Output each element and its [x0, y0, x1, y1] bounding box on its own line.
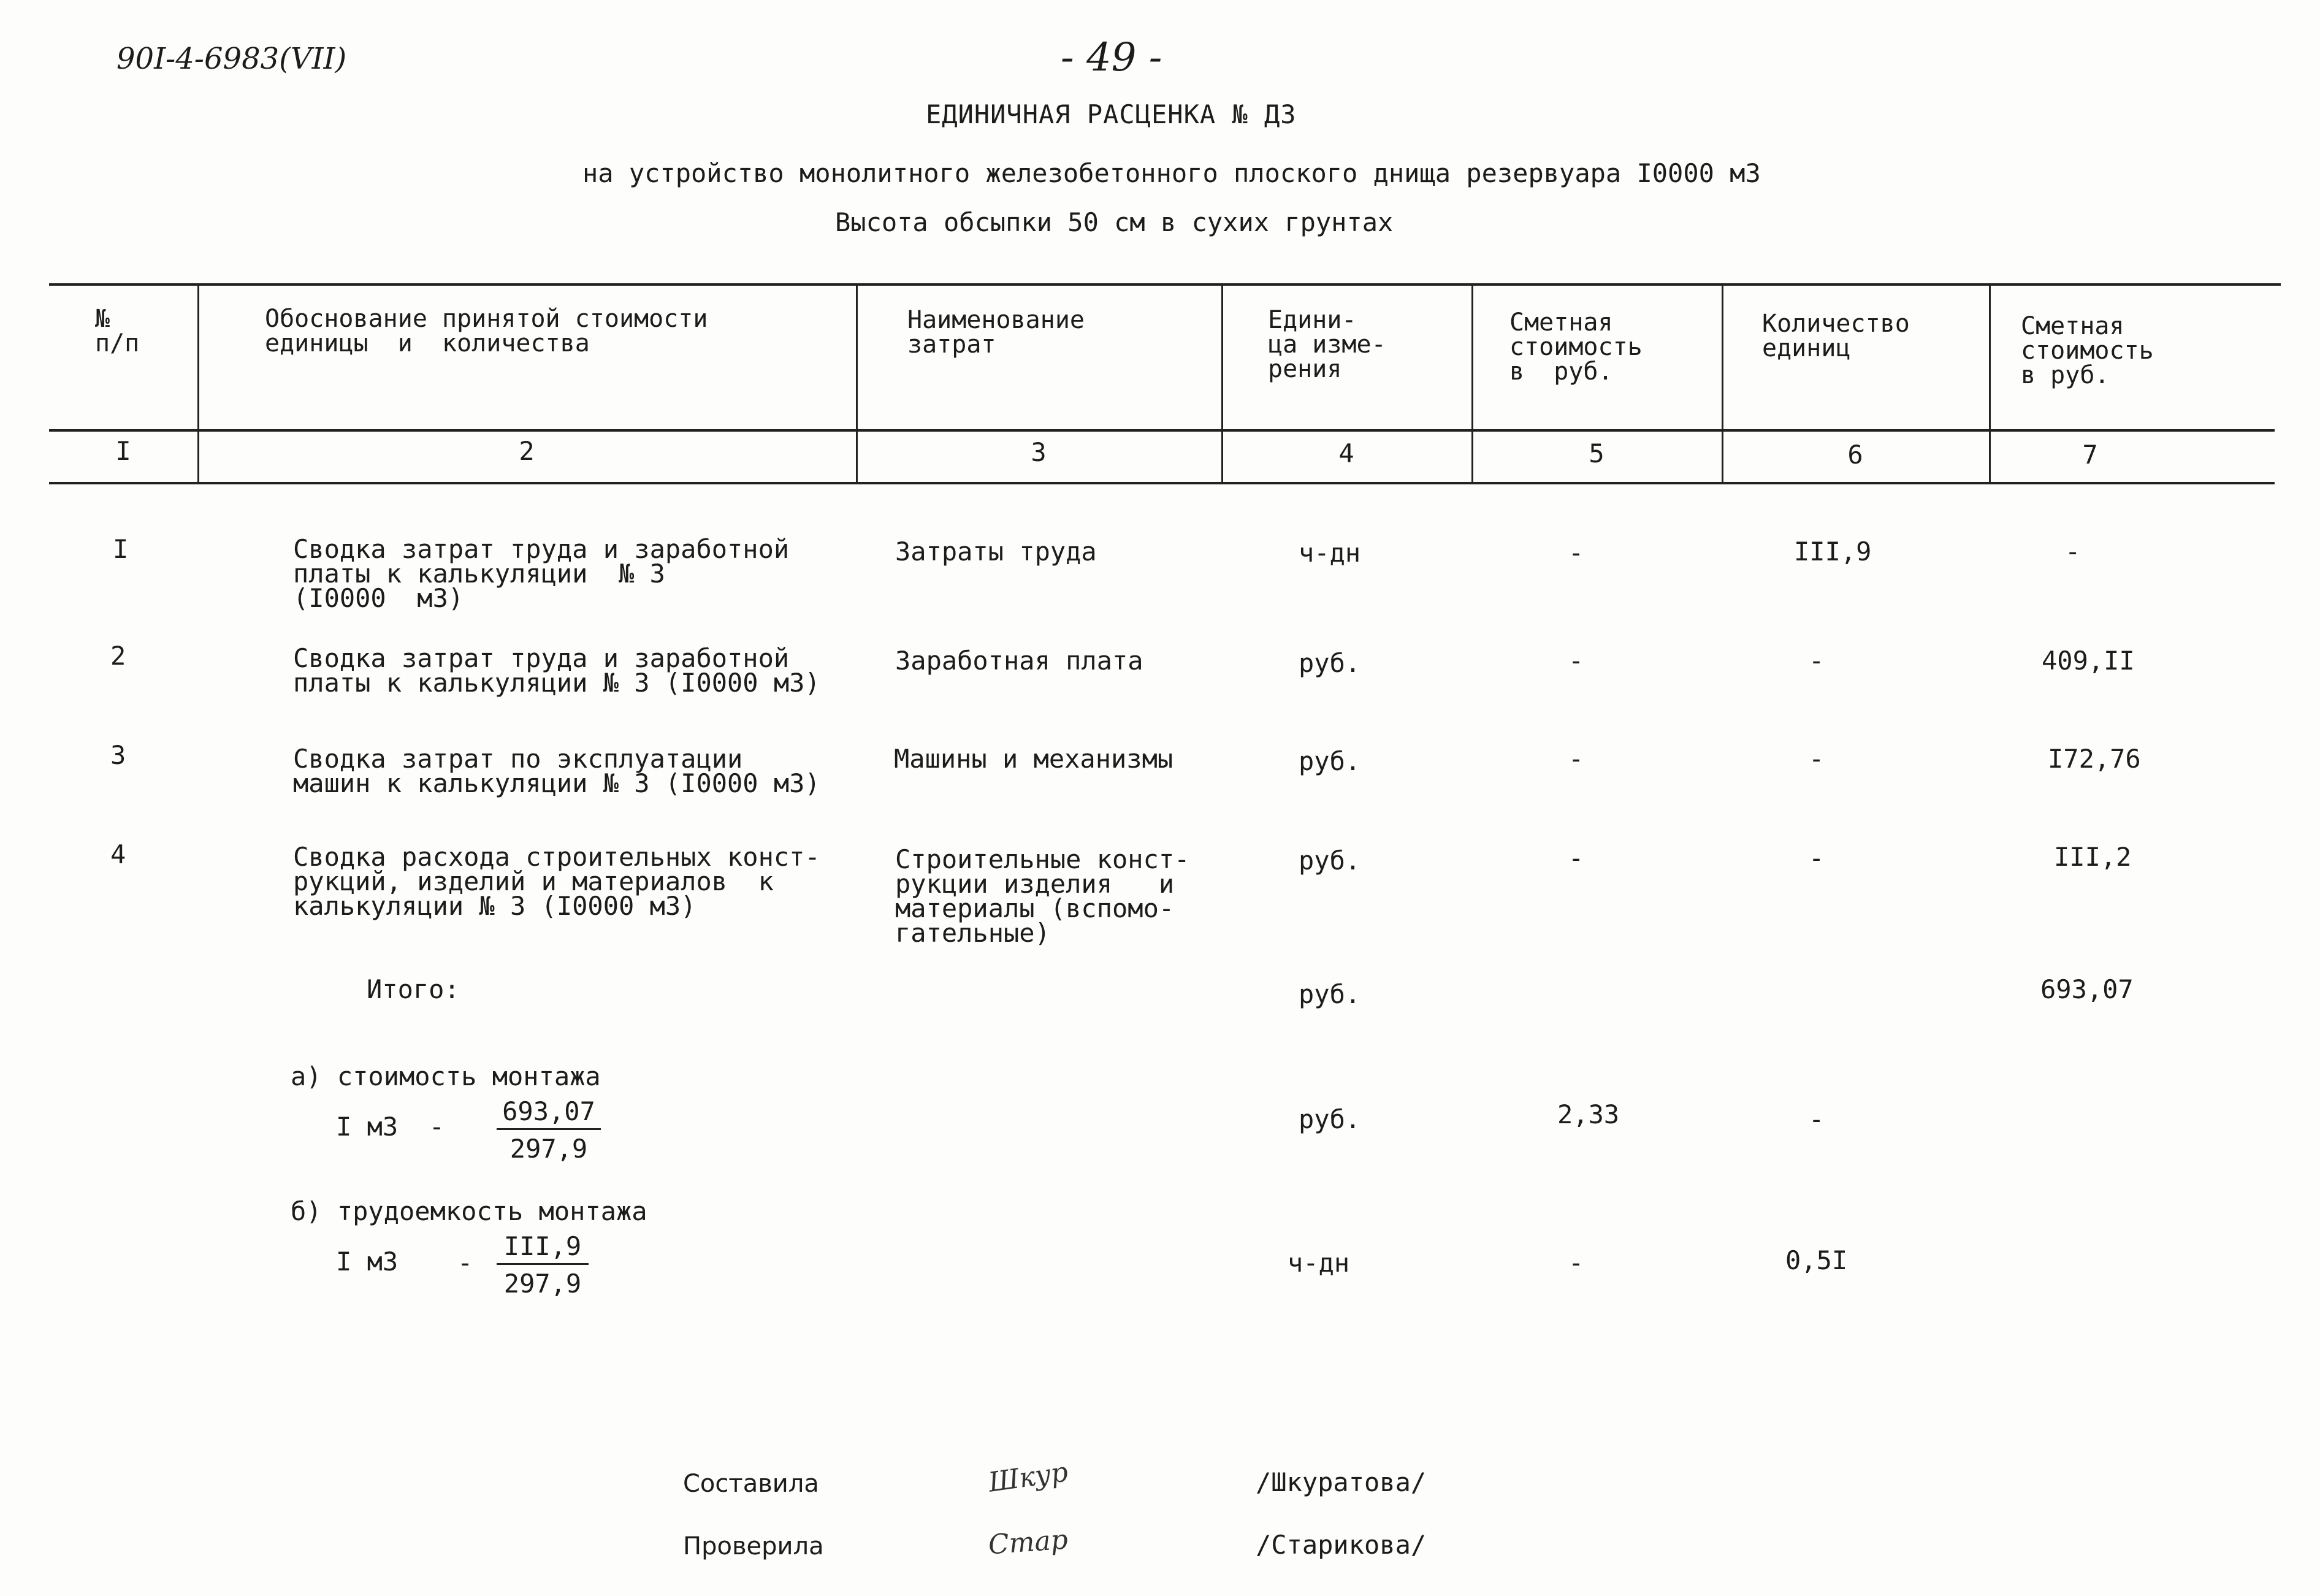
column-header-number: № п/п [95, 305, 140, 357]
total-value: 693,07 [2040, 974, 2134, 1004]
row-quantity: - [1809, 843, 1825, 873]
document-subtitle: на устройство монолитного железобетонного плоского днища резервуара I0000 м3 [582, 158, 1761, 188]
row-cost-name: Машины и механизмы [894, 744, 1173, 774]
compiled-by-label: Составила [683, 1470, 819, 1498]
mounting-cost-prefix: I м3 - [336, 1112, 445, 1142]
column-header-quantity: Количество единиц [1762, 310, 1910, 362]
row-total: 409,II [2042, 646, 2135, 676]
labor-intensity-label: б) трудоемкость монтажа [291, 1196, 647, 1226]
row-total: I72,76 [2048, 744, 2141, 774]
row-quantity: - [1809, 646, 1825, 676]
row-basis: Сводка затрат по эксплуатации машин к калькуляции № 3 (I0000 м3) [293, 744, 820, 798]
row-basis: Сводка затрат труда и заработной платы к калькуляции № 3 (I0000 м3) [293, 534, 790, 613]
fraction-numerator: III,9 [497, 1234, 589, 1265]
row-basis: Сводка затрат труда и заработной платы к калькуляции № 3 (I0000 м3) [293, 643, 820, 698]
total-unit: руб. [1299, 979, 1361, 1009]
row-number: 3 [110, 740, 126, 770]
row-cost-name: Строительные конст- рукции изделия и материалы (вспомо- гательные) [895, 844, 1190, 948]
column-header-basis: Обоснование принятой стоимости единицы и количества [265, 305, 708, 357]
row-unit: руб. [1299, 846, 1361, 876]
fraction-numerator: 693,07 [497, 1099, 601, 1130]
column-number: 6 [1847, 440, 1863, 470]
column-number: 3 [1031, 437, 1047, 467]
row-number: 2 [110, 641, 126, 671]
row-basis: Сводка расхода строительных конст- рукций, изделий и материалов к калькуляции № 3 (I0000 м3) [293, 842, 820, 921]
column-header-cost: Сметная стоимость в руб. [1509, 308, 1643, 386]
row-cost: - [1568, 538, 1584, 568]
mounting-cost-label: а) стоимость монтажа [291, 1061, 601, 1091]
document-code: 90I-4-6983(VII) [116, 42, 347, 76]
labor-intensity-quantity: 0,5I [1785, 1245, 1848, 1275]
column-header-name: Наименование затрат [907, 306, 1085, 359]
row-cost: - [1568, 646, 1584, 676]
mounting-cost-unit: руб. [1299, 1104, 1361, 1134]
document-title: ЕДИНИЧНАЯ РАСЦЕНКА № ДЗ [926, 99, 1297, 129]
table-top-rule [49, 283, 2281, 286]
mounting-cost-quantity: - [1809, 1104, 1825, 1134]
compiled-signature: Шкур [986, 1456, 1070, 1499]
row-quantity: III,9 [1794, 536, 1872, 567]
labor-intensity-dash: - [457, 1248, 473, 1278]
column-number: I [115, 436, 131, 466]
row-unit: руб. [1299, 648, 1361, 678]
fraction-denominator: 297,9 [503, 1269, 582, 1299]
labor-intensity-cost: - [1568, 1248, 1584, 1278]
mounting-cost-fraction [497, 1096, 601, 1164]
row-quantity: - [1809, 744, 1825, 774]
compiled-by-name: /Шкуратова/ [1256, 1467, 1427, 1497]
checked-by-name: /Старикова/ [1256, 1530, 1427, 1560]
total-label: Итого: [367, 974, 460, 1004]
row-unit: ч-дн [1299, 538, 1361, 568]
column-number: 5 [1589, 438, 1605, 468]
column-number: 4 [1338, 438, 1354, 468]
checked-by-label: Проверила [683, 1532, 824, 1560]
row-cost-name: Затраты труда [895, 536, 1097, 567]
row-number: I [113, 534, 129, 564]
row-number: 4 [110, 839, 126, 869]
column-header-total: Сметная стоимость в руб. [2021, 312, 2154, 389]
labor-intensity-fraction [497, 1231, 589, 1299]
column-number: 2 [519, 436, 535, 466]
table-number-rule [49, 482, 2275, 484]
mounting-cost-value: 2,33 [1557, 1099, 1620, 1129]
labor-intensity-unit: ч-дн [1288, 1248, 1350, 1278]
table-header-rule [49, 429, 2275, 432]
labor-intensity-prefix: I м3 [336, 1247, 399, 1277]
document-subtitle-2: Высота обсыпки 50 см в сухих грунтах [835, 207, 1394, 237]
page-number: - 49 - [1061, 35, 1162, 80]
row-total: - [2065, 536, 2081, 567]
checked-signature: Стар [987, 1524, 1069, 1561]
row-cost: - [1568, 843, 1584, 873]
column-number: 7 [2082, 440, 2098, 470]
fraction-denominator: 297,9 [509, 1134, 588, 1164]
column-header-unit: Едини- ца изме- рения [1268, 306, 1386, 383]
row-cost-name: Заработная плата [895, 646, 1143, 676]
row-cost: - [1568, 744, 1584, 774]
row-total: III,2 [2054, 842, 2132, 872]
row-unit: руб. [1299, 746, 1361, 776]
